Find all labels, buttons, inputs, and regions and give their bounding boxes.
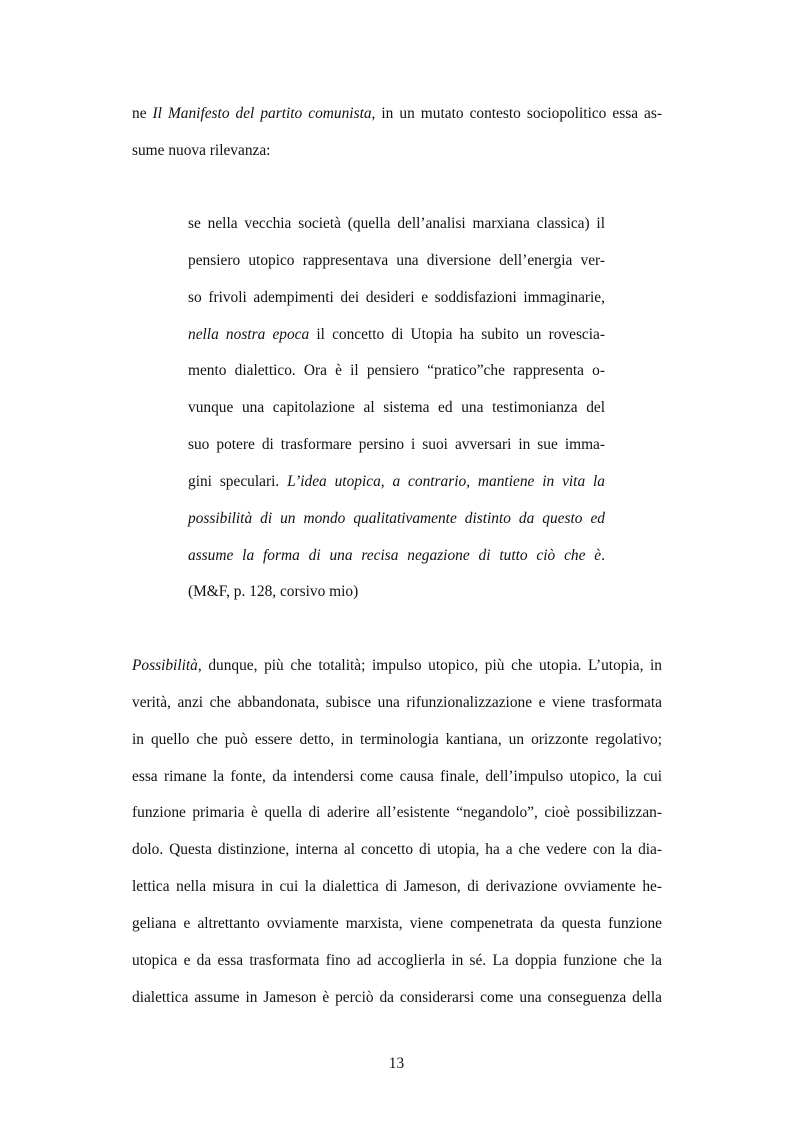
- intro-line-1: [132, 104, 662, 124]
- quote-line-10: [188, 546, 605, 566]
- italic-run: Possibilità: [132, 657, 198, 674]
- italic-run: nella nostra epoca: [188, 326, 310, 343]
- text-run: pensiero utopico rappresentava una diversione dell’energia ver-: [188, 252, 605, 269]
- text-run: mento dialettico. Ora è il pensiero “pratico”che rappresenta o-: [188, 362, 605, 379]
- quote-line-1: [188, 214, 605, 234]
- text-run: , dunque, più che totalità; impulso utopico, più che utopia. L’utopia, in: [197, 657, 662, 674]
- text-run: ne: [132, 105, 153, 122]
- italic-run: possibilità di un mondo qualitativamente distinto da questo ed: [188, 510, 605, 527]
- intro-line-2: [132, 141, 662, 161]
- quote-line-6: [188, 398, 605, 418]
- paragraph-line-4: [132, 767, 662, 787]
- text-run: suo potere di trasformare persino i suoi avversari in sue imma-: [188, 436, 605, 453]
- quote-line-8: [188, 472, 605, 492]
- italic-run: L’idea utopica, a contrario, mantiene in vita la: [287, 473, 605, 490]
- text-run: il concetto di Utopia ha subito un rovescia-: [309, 326, 605, 343]
- paragraph-line-2: [132, 693, 662, 713]
- paragraph-line-7: [132, 877, 662, 897]
- text-run: sume nuova rilevanza:: [132, 142, 271, 159]
- text-run: utopica e da essa trasformata fino ad accoglierla in sé. La doppia funzione che la: [132, 952, 662, 969]
- text-run: , in un mutato contesto sociopolitico essa as-: [371, 105, 662, 122]
- text-run: dialettica assume in Jameson è perciò da considerarsi come una conseguenza della: [132, 989, 662, 1006]
- italic-run: assume la forma di una recisa negazione di tutto ciò che è: [188, 547, 602, 564]
- text-run: vunque una capitolazione al sistema ed una testimonianza del: [188, 399, 605, 416]
- paragraph-line-5: [132, 803, 662, 823]
- italic-run: Il Manifesto del partito comunista: [152, 105, 372, 122]
- quote-citation: [188, 582, 605, 602]
- quote-line-5: [188, 361, 605, 381]
- paragraph-line-3: [132, 730, 662, 750]
- paragraph-line-9: [132, 951, 662, 971]
- text-run: so frivoli adempimenti dei desideri e soddisfazioni immaginarie,: [188, 289, 605, 306]
- text-run: geliana e altrettanto ovviamente marxista, viene compenetrata da questa funzione: [132, 915, 662, 932]
- text-run: in quello che può essere detto, in terminologia kantiana, un orizzonte regolativo;: [132, 731, 662, 748]
- text-run: (M&F, p. 128, corsivo mio): [188, 583, 359, 600]
- quote-line-2: [188, 251, 605, 271]
- quote-line-3: [188, 288, 605, 308]
- page-number: 13: [388, 1055, 405, 1072]
- quote-line-4: [188, 325, 605, 345]
- text-run: se nella vecchia società (quella dell’analisi marxiana classica) il: [188, 215, 605, 232]
- quote-line-9: [188, 509, 605, 529]
- text-run: funzione primaria è quella di aderire all’esistente “negandolo”, cioè possibilizzan-: [132, 804, 662, 821]
- text-run: dolo. Questa distinzione, interna al concetto di utopia, ha a che vedere con la dia-: [132, 841, 662, 858]
- text-run: .: [601, 547, 605, 564]
- paragraph-line-6: [132, 840, 662, 860]
- paragraph-line-10: [132, 988, 662, 1008]
- paragraph-line-8: [132, 914, 662, 934]
- text-run: lettica nella misura in cui la dialettica di Jameson, di derivazione ovviamente he-: [132, 878, 662, 895]
- paragraph-line-1: [132, 656, 662, 676]
- text-run: verità, anzi che abbandonata, subisce una rifunzionalizzazione e viene trasformata: [132, 694, 662, 711]
- text-run: essa rimane la fonte, da intendersi come causa finale, dell’impulso utopico, la cui: [132, 768, 662, 785]
- quote-line-7: [188, 435, 605, 455]
- text-run: gini speculari.: [188, 473, 288, 490]
